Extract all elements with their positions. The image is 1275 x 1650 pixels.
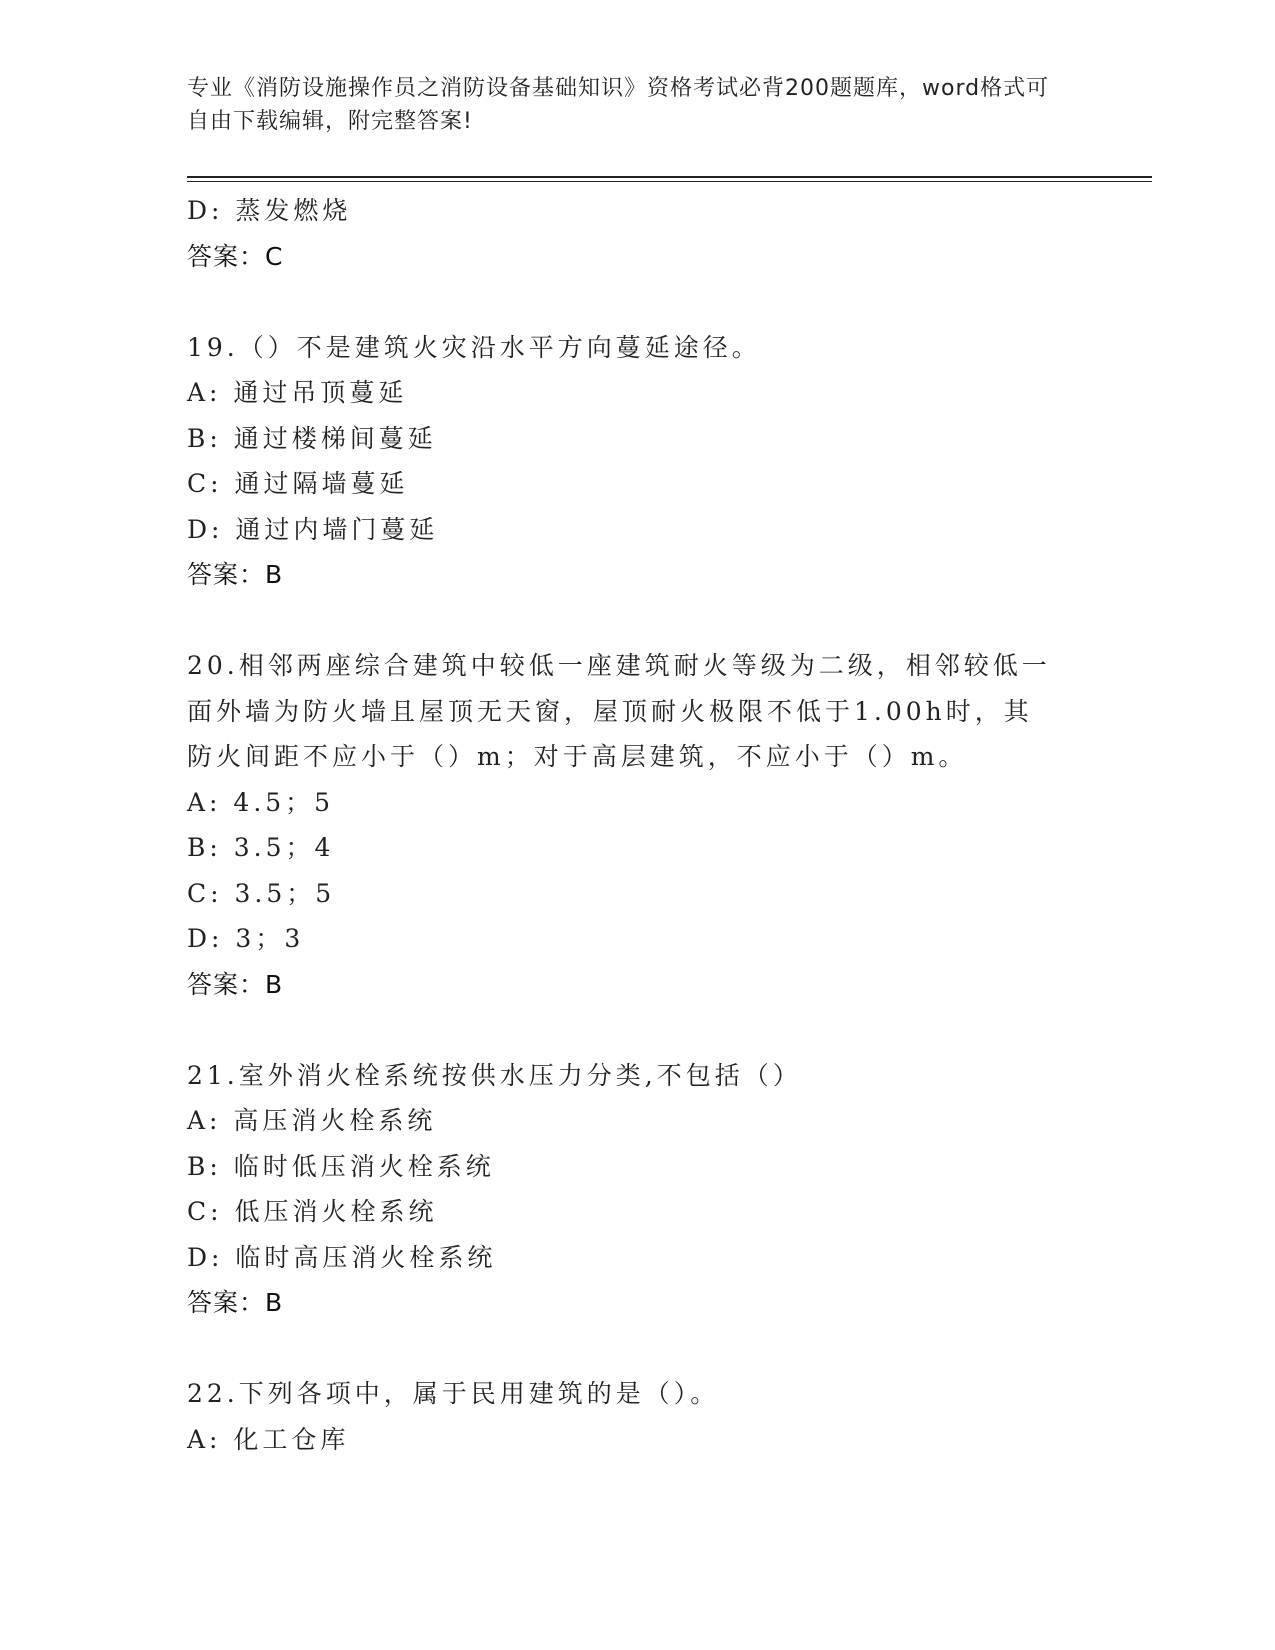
option-d: D: 通过内墙门蔓延 xyxy=(187,514,439,544)
question-text: 21.室外消火栓系统按供水压力分类,不包括（） xyxy=(187,1060,802,1090)
option-a: A: 4.5；5 xyxy=(187,787,335,817)
header-divider xyxy=(187,176,1152,178)
option-d: D: 临时高压消火栓系统 xyxy=(187,1242,497,1272)
option-b: B: 临时低压消火栓系统 xyxy=(187,1151,495,1181)
answer: 答案：B xyxy=(187,560,284,589)
header-divider-thin xyxy=(187,181,1152,182)
spacer xyxy=(187,279,1087,325)
question-text: 20.相邻两座综合建筑中较低一座建筑耐火等级为二级，相邻较低一面外墙为防火墙且屋顶无天窗，屋顶耐火极限不低于1.00h时，其防火间距不应小于（）m；对于高层建筑，不应小于（）m。 xyxy=(187,651,1051,771)
option-c: C: 3.5；5 xyxy=(187,878,336,908)
spacer xyxy=(187,598,1087,644)
option-c: C: 低压消火栓系统 xyxy=(187,1197,438,1226)
option-a: A: 化工仓库 xyxy=(187,1424,350,1454)
question-list xyxy=(187,188,1087,1462)
question-text: 19.（）不是建筑火灾沿水平方向蔓延途径。 xyxy=(187,332,761,362)
answer: 答案：B xyxy=(187,1288,284,1317)
spacer xyxy=(187,1007,1087,1053)
option-d: D: 蒸发燃烧 xyxy=(187,196,352,225)
question-18-tail xyxy=(187,188,1087,279)
spacer xyxy=(187,1326,1087,1372)
question-21 xyxy=(187,1053,1087,1326)
question-22 xyxy=(187,1371,1087,1462)
answer: 答案：C xyxy=(187,241,284,271)
option-d: D: 3；3 xyxy=(187,924,305,953)
question-20 xyxy=(187,643,1087,1007)
option-a: A: 通过吊顶蔓延 xyxy=(187,378,408,407)
document-header: 专业《消防设施操作员之消防设备基础知识》资格考试必背200题题库，word格式可自由下载编辑，附完整答案! xyxy=(187,76,1050,134)
question-19 xyxy=(187,325,1087,598)
question-text: 22.下列各项中，属于民用建筑的是（）。 xyxy=(187,1379,720,1408)
option-b: B: 通过楼梯间蔓延 xyxy=(187,423,437,453)
option-c: C: 通过隔墙蔓延 xyxy=(187,469,409,498)
option-a: A: 高压消火栓系统 xyxy=(187,1106,437,1135)
answer: 答案：B xyxy=(187,969,284,999)
option-b: B: 3.5；4 xyxy=(187,833,335,862)
